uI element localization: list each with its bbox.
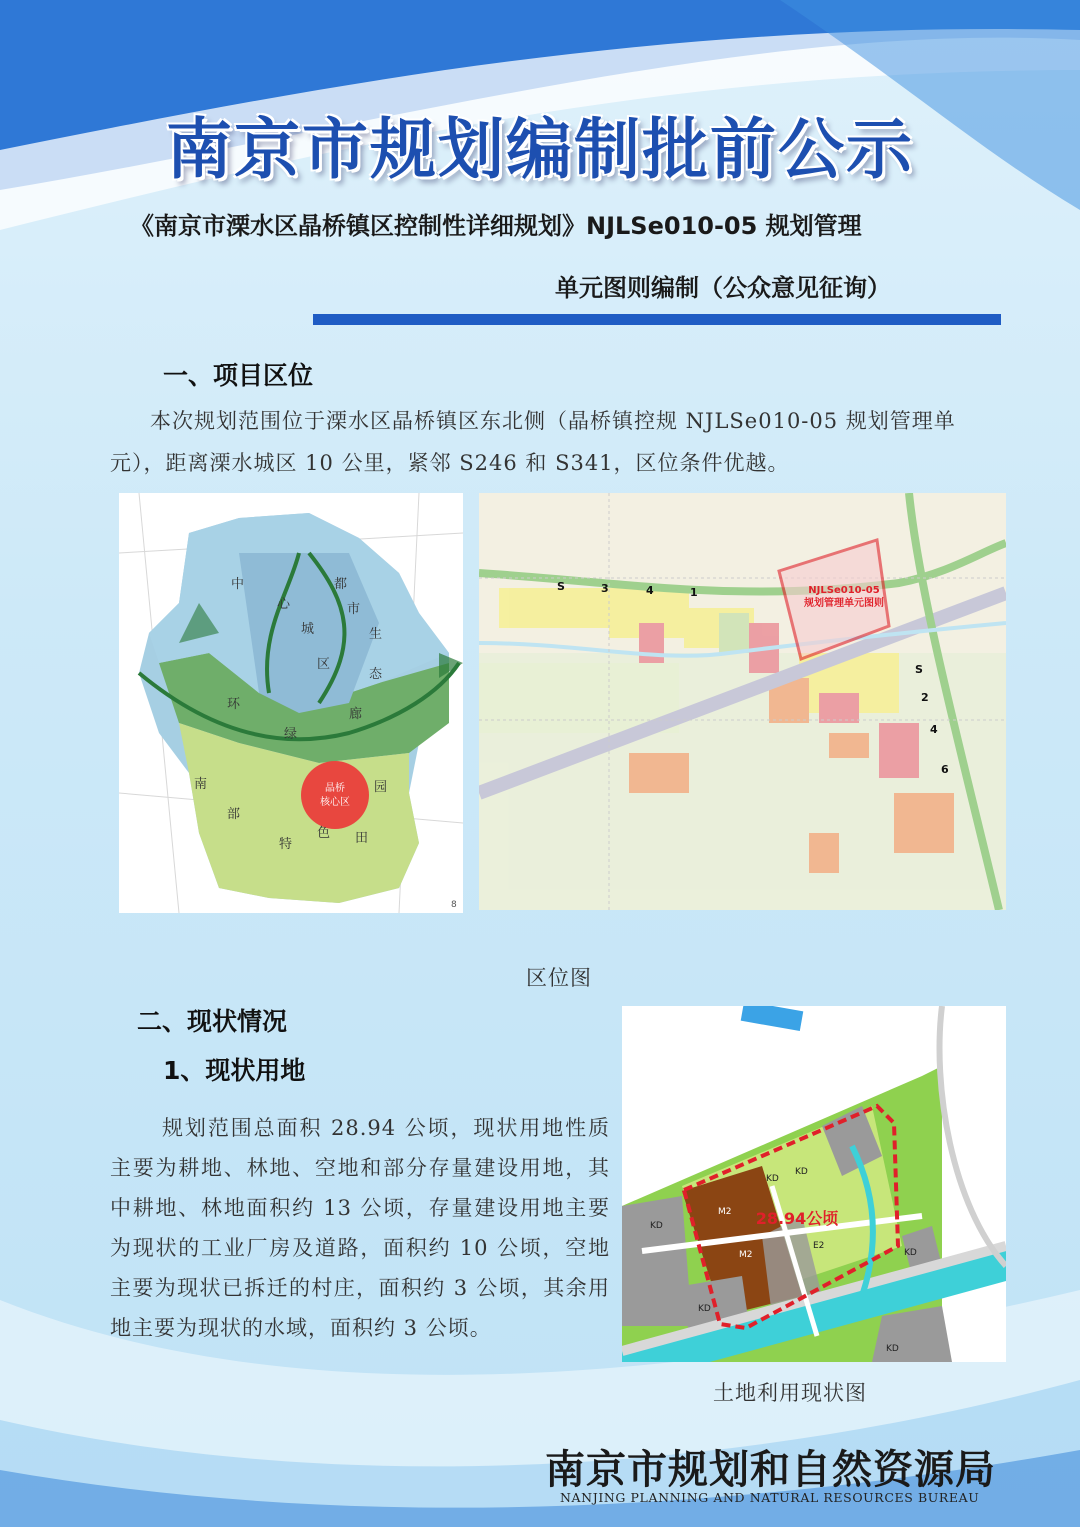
section1-heading: 一、项目区位 <box>163 361 314 390</box>
landuse-code: KD <box>795 1167 808 1177</box>
map-label: 环 <box>227 697 241 712</box>
map-label: 部 <box>227 807 241 822</box>
road-label-char: 2 <box>921 691 929 704</box>
map-label: 城 <box>301 622 315 637</box>
map-label: 中 <box>231 577 245 592</box>
map-label: 田 <box>355 831 369 846</box>
title-divider <box>313 314 1001 325</box>
road-label-char: 6 <box>941 763 949 776</box>
road-label-char: 3 <box>601 582 609 595</box>
map-label: 绿 <box>284 727 298 742</box>
map-label: 色 <box>317 826 331 841</box>
subtitle-line-1: 《南京市溧水区晶桥镇区控制性详细规划》NJLSe010-05 规划管理 <box>130 212 862 240</box>
location-map-caption: 区位图 <box>526 966 592 990</box>
landuse-code: KD <box>650 1221 663 1231</box>
page-title: 南京市规划编制批前公示 <box>166 110 914 188</box>
landuse-code: M2 <box>718 1207 732 1217</box>
township-location-map <box>479 493 1006 910</box>
road-label-char: 1 <box>690 586 698 599</box>
section2-paragraph: 规划范围总面积 28.94 公顷，现状用地性质主要为耕地、林地、空地和部分存量建设用地，其中耕地、林地面积约 13 公顷，存量建设用地主要为现状的工业厂房及道路，面积约 10 公顷，空地主要为现状已拆迁的村庄，面积约 3 公顷，其余用地主要为现状的水域，面积约 3 公顷。 <box>110 1116 610 1340</box>
road-label-char: 4 <box>930 723 938 736</box>
map-label: 南 <box>194 777 208 792</box>
org-name-en: NANJING PLANNING AND NATURAL RESOURCES BUREAU <box>560 1490 980 1505</box>
landuse-code: KD <box>886 1344 899 1354</box>
map-label: 区 <box>317 657 331 672</box>
core-label-line2: 核心区 <box>320 797 350 808</box>
landuse-code: E2 <box>813 1241 825 1251</box>
map-label: 特 <box>279 837 293 852</box>
section2-subheading: 1、现状用地 <box>163 1056 306 1085</box>
map-label: 园 <box>374 780 388 795</box>
landuse-code: KD <box>766 1174 779 1184</box>
subtitle-line-2: 单元图则编制（公众意见征询） <box>555 274 891 302</box>
section1-paragraph: 本次规划范围位于溧水区晶桥镇区东北侧（晶桥镇控规 NJLSe010-05 规划管理单元），距离溧水城区 10 公里，紧邻 S246 和 S341，区位条件优越。 <box>110 409 956 475</box>
map-label: 市 <box>347 602 361 617</box>
map-label: 都 <box>334 577 348 592</box>
road-label-char: 4 <box>646 584 654 597</box>
map-label: 生 <box>369 627 383 642</box>
core-label-line1: 晶桥 <box>325 783 345 794</box>
map-label: 态 <box>369 667 383 682</box>
landuse-status-map <box>622 1006 1006 1362</box>
road-label-char: S <box>915 663 923 676</box>
county-location-map <box>119 493 463 913</box>
landuse-code: KD <box>698 1304 711 1314</box>
section2-heading: 二、现状情况 <box>137 1007 288 1036</box>
map-label: 心 <box>277 597 291 612</box>
map-label: 廊 <box>349 707 363 722</box>
area-label: 28.94公顷 <box>755 1209 839 1228</box>
org-name-cn: 南京市规划和自然资源局 <box>545 1446 996 1493</box>
unit-label-line2: 规划管理单元图则 <box>804 598 884 609</box>
landuse-code: KD <box>904 1248 917 1258</box>
landuse-code: M2 <box>739 1250 753 1260</box>
road-label-char: S <box>557 580 565 593</box>
landuse-map-caption: 土地利用现状图 <box>713 1381 867 1405</box>
unit-label-line1: NJLSe010-05 <box>808 585 880 596</box>
map-corner-mark: 8 <box>451 900 457 910</box>
